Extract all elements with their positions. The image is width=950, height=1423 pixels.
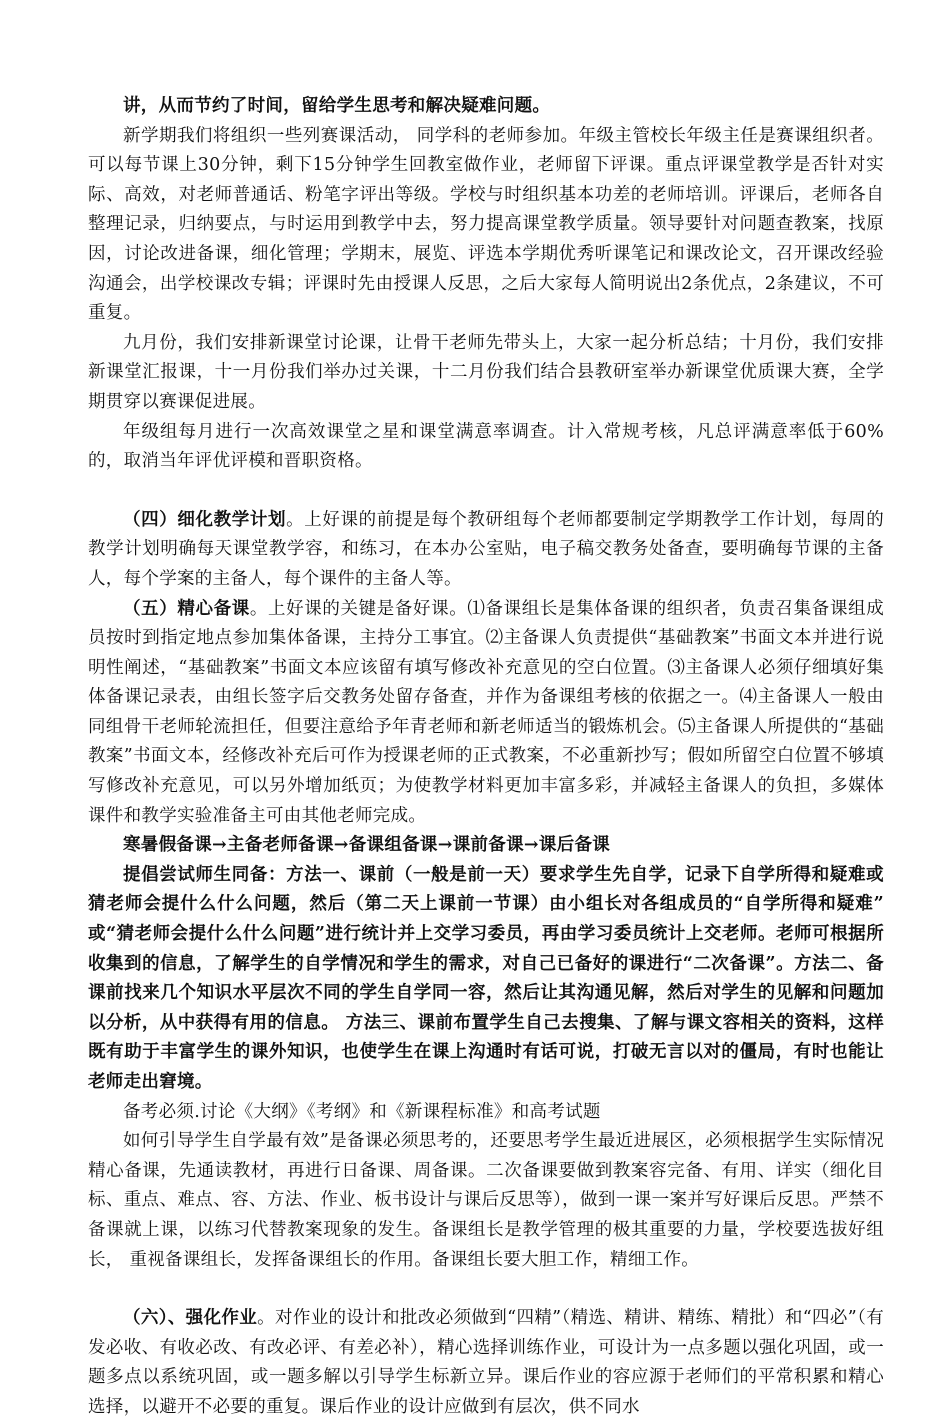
paragraph-co-prep: 提倡尝试师生同备：方法一、课前（一般是前一天）要求学生先自学，记录下自学所得和疑难或猜老师会提什么什么问题，然后（第二天上课前一节课）由小组长对各组成员的“自学所得和疑难” 或“猜老师会提什么什么问题”进行统计并上交学习委员，再由学习委员统计上交老师。老师可根据所收集到的信息，了解学生的自学情况和学生的需求，对自己已备好的课进行“二次备课”。方法二、备课前找来几个知识水平层次不同的学生自学同一容，然后让其沟通见解，然后对学生的见解和问题加以分析，从中获得有用的信息。 方法三、课前布置学生自己去搜集、了解与课文容相关的资料，这样既有助于丰富学生的课外知识，也使学生在课上沟通时有话可说，打破无言以对的僵局，有时也能让老师走出窘境。 <box>88 864 884 1092</box>
paragraph-1: 讲，从而节约了时间，留给学生思考和解决疑难问题。 <box>123 96 551 116</box>
spacer <box>88 477 884 506</box>
paragraph-section-4 <box>88 506 884 595</box>
paragraph-exam-prep: 备考必须.讨论《大纲》《考纲》和《新课程标准》和高考试题 <box>123 1101 601 1122</box>
paragraph-self-study: 如何引导学生自学最有效”是备课必须思考的，还要思考学生最近进展区，必须根据学生实际情况精心备课，先通读教材，再进行日备课、周备课。二次备课要做到教案容完备、有用、详实（细化目标、重点、难点、容、方法、作业、板书设计与课后反思等），做到一课一案并写好课后反思。严禁不备课就上课，以练习代替教案现象的发生。备课组长是教学管理的极其重要的力量，学校要选拔好组长， 重视备课组长，发挥备课组长的作用。备课组长要大胆工作，精细工作。 <box>88 1131 884 1270</box>
section-5-body: 。上好课的关键是备好课。⑴备课组长是集体备课的组织者，负责召集备课组成员按时到指定地点参加集体备课，主持分工事宜。⑵主备课人负责提供“基础教案”书面文本并进行说明性阐述，“基础教案”书面文本应该留有填写修改补充意见的空白位置。⑶主备课人必须仔细填好集体备课记录表，由组长签字后交教务处留存备查，并作为备课组考核的依据之一。⑷主备课人一般由同组骨干老师轮流担任，但要注意给予年青老师和新老师适当的锻炼机会。⑸主备课人所提供的“基础教案”书面文本，经修改补充后可作为授课老师的正式教案，不必重新抄写；假如所留空白位置不够填写修改补充意见，可以另外增加纸页；为使教学材料更加丰富多彩，并减轻主备课人的负担，多媒体课件和教学实验准备主可由其他老师完成。 <box>88 598 884 826</box>
paragraph-2: 新学期我们将组织一些列赛课活动， 同学科的老师参加。年级主管校长年级主任是赛课组织者。可以每节课上30分钟，剩下15分钟学生回教室做作业，老师留下评课。重点评课堂教学是否针对实际、高效，对老师普通话、粉笔字评出等级。学校与时组织基本功差的老师培训。评课后，老师各自整理记录，归纳要点，与时运用到教学中去，努力提高课堂教学质量。领导要针对问题查教案，找原因，讨论改进备课，细化管理；学期末，展览、评选本学期优秀听课笔记和课改论文，召开课改经验沟通会，出学校课改专辑；评课时先由授课人反思，之后大家每人简明说出2条优点，2条建议，不可重复。 <box>88 125 884 324</box>
paragraph-4: 年级组每月进行一次高效课堂之星和课堂满意率调查。计入常规考核，凡总评满意率低于60%的，取消当年评优评模和晋职资格。 <box>88 421 884 472</box>
section-4-heading: （四）细化教学计划 <box>123 509 287 530</box>
section-5-heading: （五）精心备课 <box>123 598 250 619</box>
spacer <box>88 1275 884 1304</box>
paragraph-3: 九月份，我们安排新课堂讨论课，让骨干老师先带头上，大家一起分析总结；十月份，我们安排新课堂汇报课，十一月份我们举办过关课，十二月份我们结合县教研室举办新课堂优质课大赛，全学期贯穿以赛课促进展。 <box>88 332 884 412</box>
document-page <box>88 92 884 1423</box>
paragraph-section-6 <box>88 1304 884 1422</box>
section-4-body: 。上好课的前提是每个教研组每个老师都要制定学期教学工作计划，每周的教学计划明确每天课堂教学容，和练习，在本办公室贴，电子稿交教务处备查，要明确每节课的主备人，每个学案的主备人，每个课件的主备人等。 <box>88 509 884 589</box>
lesson-prep-flow: 寒暑假备课→主备老师备课→备课组备课→课前备课→课后备课 <box>123 835 611 856</box>
section-6-heading: （六）、强化作业 <box>123 1308 258 1329</box>
section-6-body: 。对作业的设计和批改必须做到“四精”（精选、精讲、精练、精批）和“四必”（有发必收、有收必改、有改必评、有差必补），精心选择训练作业，可设计为一点多题以强化巩固，或一题多点以系统巩固，或一题多解以引导学生标新立异。课后作业的容应源于老师们的平常积累和精心选择，以避开不必要的重复。课后作业的设计应做到有层次，供不同水 <box>88 1308 884 1417</box>
paragraph-section-5 <box>88 595 884 832</box>
